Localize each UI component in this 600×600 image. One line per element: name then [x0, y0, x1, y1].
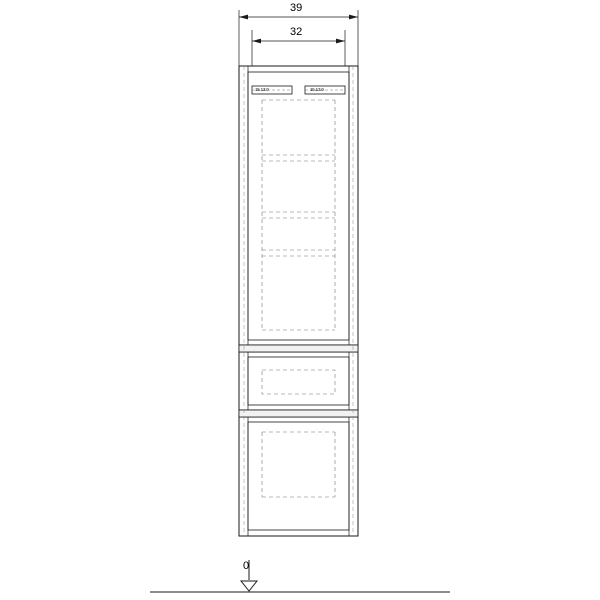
datum-triangle: [241, 581, 257, 591]
arrow-left-overall: [239, 15, 248, 20]
dimension-label-overall-width: 39: [287, 2, 305, 14]
dimension-label-inner-width: 32: [287, 26, 305, 38]
hinge-label-right: 15.13.0: [310, 87, 324, 92]
hinge-label-left: 15.13.0: [255, 87, 269, 92]
divider-upper-fill: [239, 345, 358, 352]
datum-zero-label: 0: [243, 560, 250, 572]
cabinet-outline: [239, 66, 358, 536]
dimension-group-overall-width: [239, 10, 358, 66]
cabinet-body: [239, 66, 358, 536]
arrow-right-overall: [349, 15, 358, 20]
arrow-right-inner: [336, 39, 345, 44]
floor-datum: [150, 560, 450, 592]
arrow-left-inner: [252, 39, 261, 44]
divider-lower-fill: [239, 410, 358, 417]
